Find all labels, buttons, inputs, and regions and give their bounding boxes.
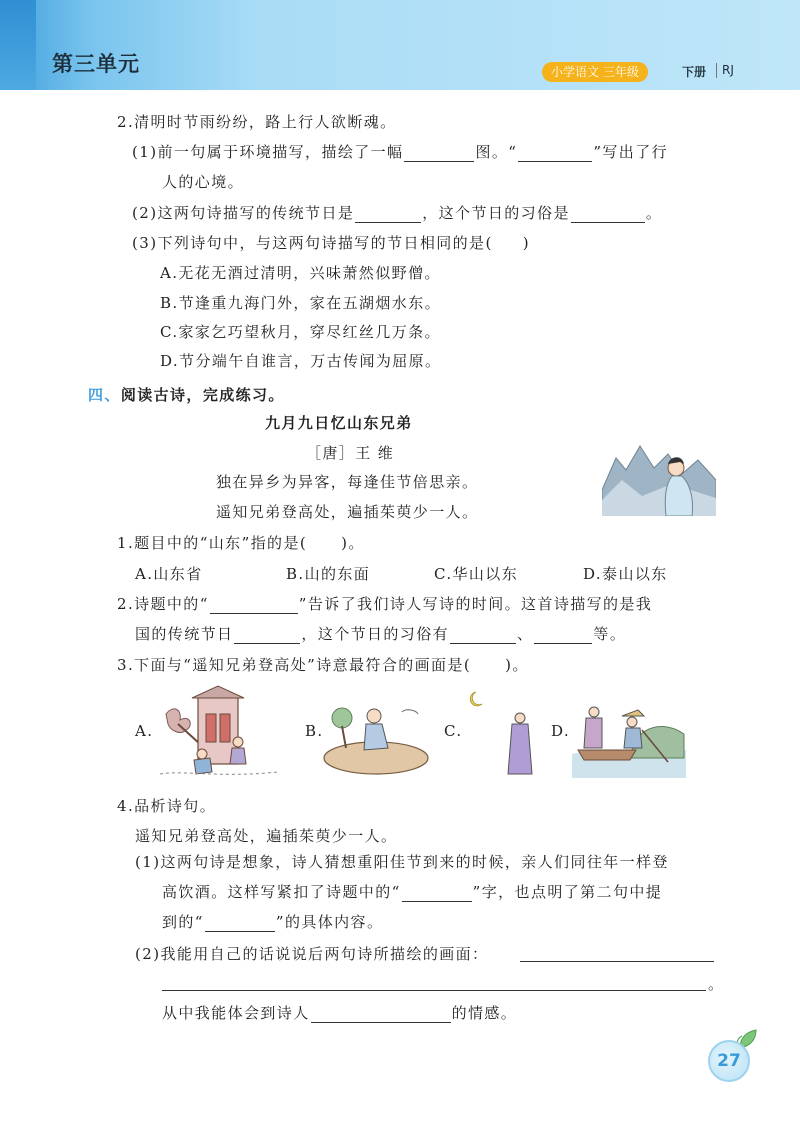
s4-q1-close: )。 [341,534,365,552]
s4-q2-text-a: 2.诗题中的“ [117,595,209,613]
s4-q4-p2-blank-emotion[interactable] [311,1006,451,1023]
edition-label: RJ [722,63,734,77]
q2-part1-line2: 人的心境。 [162,173,245,191]
q2-p1-blank-2[interactable] [518,145,592,162]
s4-q4-p1-blank-2[interactable] [205,915,275,932]
s4-q2-blank-4[interactable] [534,627,592,644]
s4-q3-label-d: D. [551,722,571,740]
poem-line-1: 独在异乡为异客，每逢佳节倍思亲。 [216,473,479,491]
s4-q2-blank-2[interactable] [234,627,300,644]
q2-p1-blank-1[interactable] [404,145,474,162]
s4-q4-p2-line3 [162,1003,517,1023]
poem-line-2: 遥知兄弟登高处，遍插茱萸少一人。 [216,503,479,521]
s4-q4-p2-answer-line-2[interactable] [162,990,706,991]
q2-p1-text-b: 图。“ [475,143,518,161]
s4-q1-option-d: D.泰山以东 [583,565,668,583]
s4-q4-p2-period: 。 [708,975,725,993]
section4-heading [88,385,285,405]
s4-q4-p1-line1: (1)这两句诗是想象，诗人猜想重阳佳节到来的时候，亲人们同往年一样登 [135,853,669,871]
poet-longing-illustration [602,440,716,516]
s4-q4-p1-line2 [162,882,662,902]
s4-q2-blank-3[interactable] [450,627,516,644]
s4-q4-p2-text-b: 从中我能体会到诗人 [162,1004,310,1022]
s4-q2-text-e: 、 [517,625,534,643]
unit-title: 第三单元 [52,52,140,76]
poem-author: ［唐］王 维 [306,444,395,462]
q2-part1-line1 [132,142,668,162]
q2-p2-blank-1[interactable] [355,206,421,223]
q2-option-c: C.家家乞巧望秋月，穿尽红丝几万条。 [160,323,441,341]
s4-q2-blank-1[interactable] [210,597,298,614]
s4-q2-text-f: 等。 [593,625,627,643]
subject-grade-badge: 小学语文 三年级 [542,62,648,82]
q2-part3 [132,233,530,253]
page-number: 27 [708,1040,750,1082]
s4-q4-stem: 4.品析诗句。 [117,797,217,815]
s4-q4-p2-answer-line-1[interactable] [520,961,714,962]
s4-q4-p1-text-c: ”字，也点明了第二句中提 [472,883,663,901]
s4-q4-p1-text-d: 到的“ [162,913,204,931]
s4-q4-p1-line3 [162,912,383,932]
s4-q4-p1-blank-1[interactable] [402,885,472,902]
q2-p2-text-b: ，这个节日的习俗是 [422,204,570,222]
page-header [0,0,800,90]
s4-q1-stem [117,533,365,553]
q2-p1-text-a: (1)前一句属于环境描写，描绘了一幅 [132,143,404,161]
s4-q3-label-c: C. [444,722,463,740]
s4-q4-p2-line1: (2)我能用自己的话说说后两句诗所描绘的画面： [135,945,489,963]
header-divider [716,63,717,78]
s4-q3-label-a: A. [135,722,154,740]
s4-q2-line2 [135,624,626,644]
option-d-picture [572,690,686,778]
s4-q2-text-c: 国的传统节日 [135,625,234,643]
q2-option-b: B.节逢重九海门外，家在五湖烟水东。 [160,294,441,312]
s4-q2-text-d: ，这个节日的习俗有 [301,625,450,643]
q2-p2-text-a: (2)这两句诗描写的传统节日是 [132,204,355,222]
s4-q3-stem [117,655,529,675]
section4-title: 阅读古诗，完成练习。 [120,386,285,404]
s4-q3-text: 3.下面与“遥知兄弟登高处”诗意最符合的画面是( [117,656,472,674]
s4-q2-line1 [117,594,652,614]
s4-q2-text-b: ”告诉了我们诗人写诗的时间。这首诗描写的是我 [298,595,653,613]
s4-q3-close: )。 [505,656,529,674]
s4-q1-option-a: A.山东省 [135,565,203,583]
poem-title: 九月九日忆山东兄弟 [265,414,413,432]
q2-p1-text-c: ”写出了行 [593,143,668,161]
volume-label: 下册 [682,65,707,79]
option-b-picture [322,700,434,776]
s4-q4-p2-text-c: 的情感。 [451,1004,518,1022]
option-c-picture [466,688,536,780]
s4-q1-option-c: C.华山以东 [434,565,519,583]
section4-number: 四、 [88,386,121,404]
header-stripe [0,0,36,90]
q2-p2-blank-2[interactable] [571,206,645,223]
q2-p3-text: (3)下列诗句中，与这两句诗描写的节日相同的是( [132,234,493,252]
s4-q3-label-b: B. [305,722,324,740]
q2-option-d: D.节分端午自谁言，万古传闻为屈原。 [160,352,442,370]
s4-q1-option-b: B.山的东面 [286,565,371,583]
s4-q4-quote: 遥知兄弟登高处，遍插茱萸少一人。 [135,827,398,845]
s4-q4-p1-text-b: 高饮酒。这样写紧扣了诗题中的“ [162,883,401,901]
q2-part2 [132,203,662,223]
s4-q4-p1-text-e: ”的具体内容。 [275,913,384,931]
q2-stem: 2.清明时节雨纷纷，路上行人欲断魂。 [117,113,397,131]
q2-p2-text-c: 。 [645,204,663,222]
option-a-picture [160,684,278,780]
q2-option-a: A.无花无酒过清明，兴味萧然似野僧。 [160,264,441,282]
s4-q1-text: 1.题目中的“山东”指的是( [117,534,308,552]
q2-p3-close: ) [522,234,530,252]
